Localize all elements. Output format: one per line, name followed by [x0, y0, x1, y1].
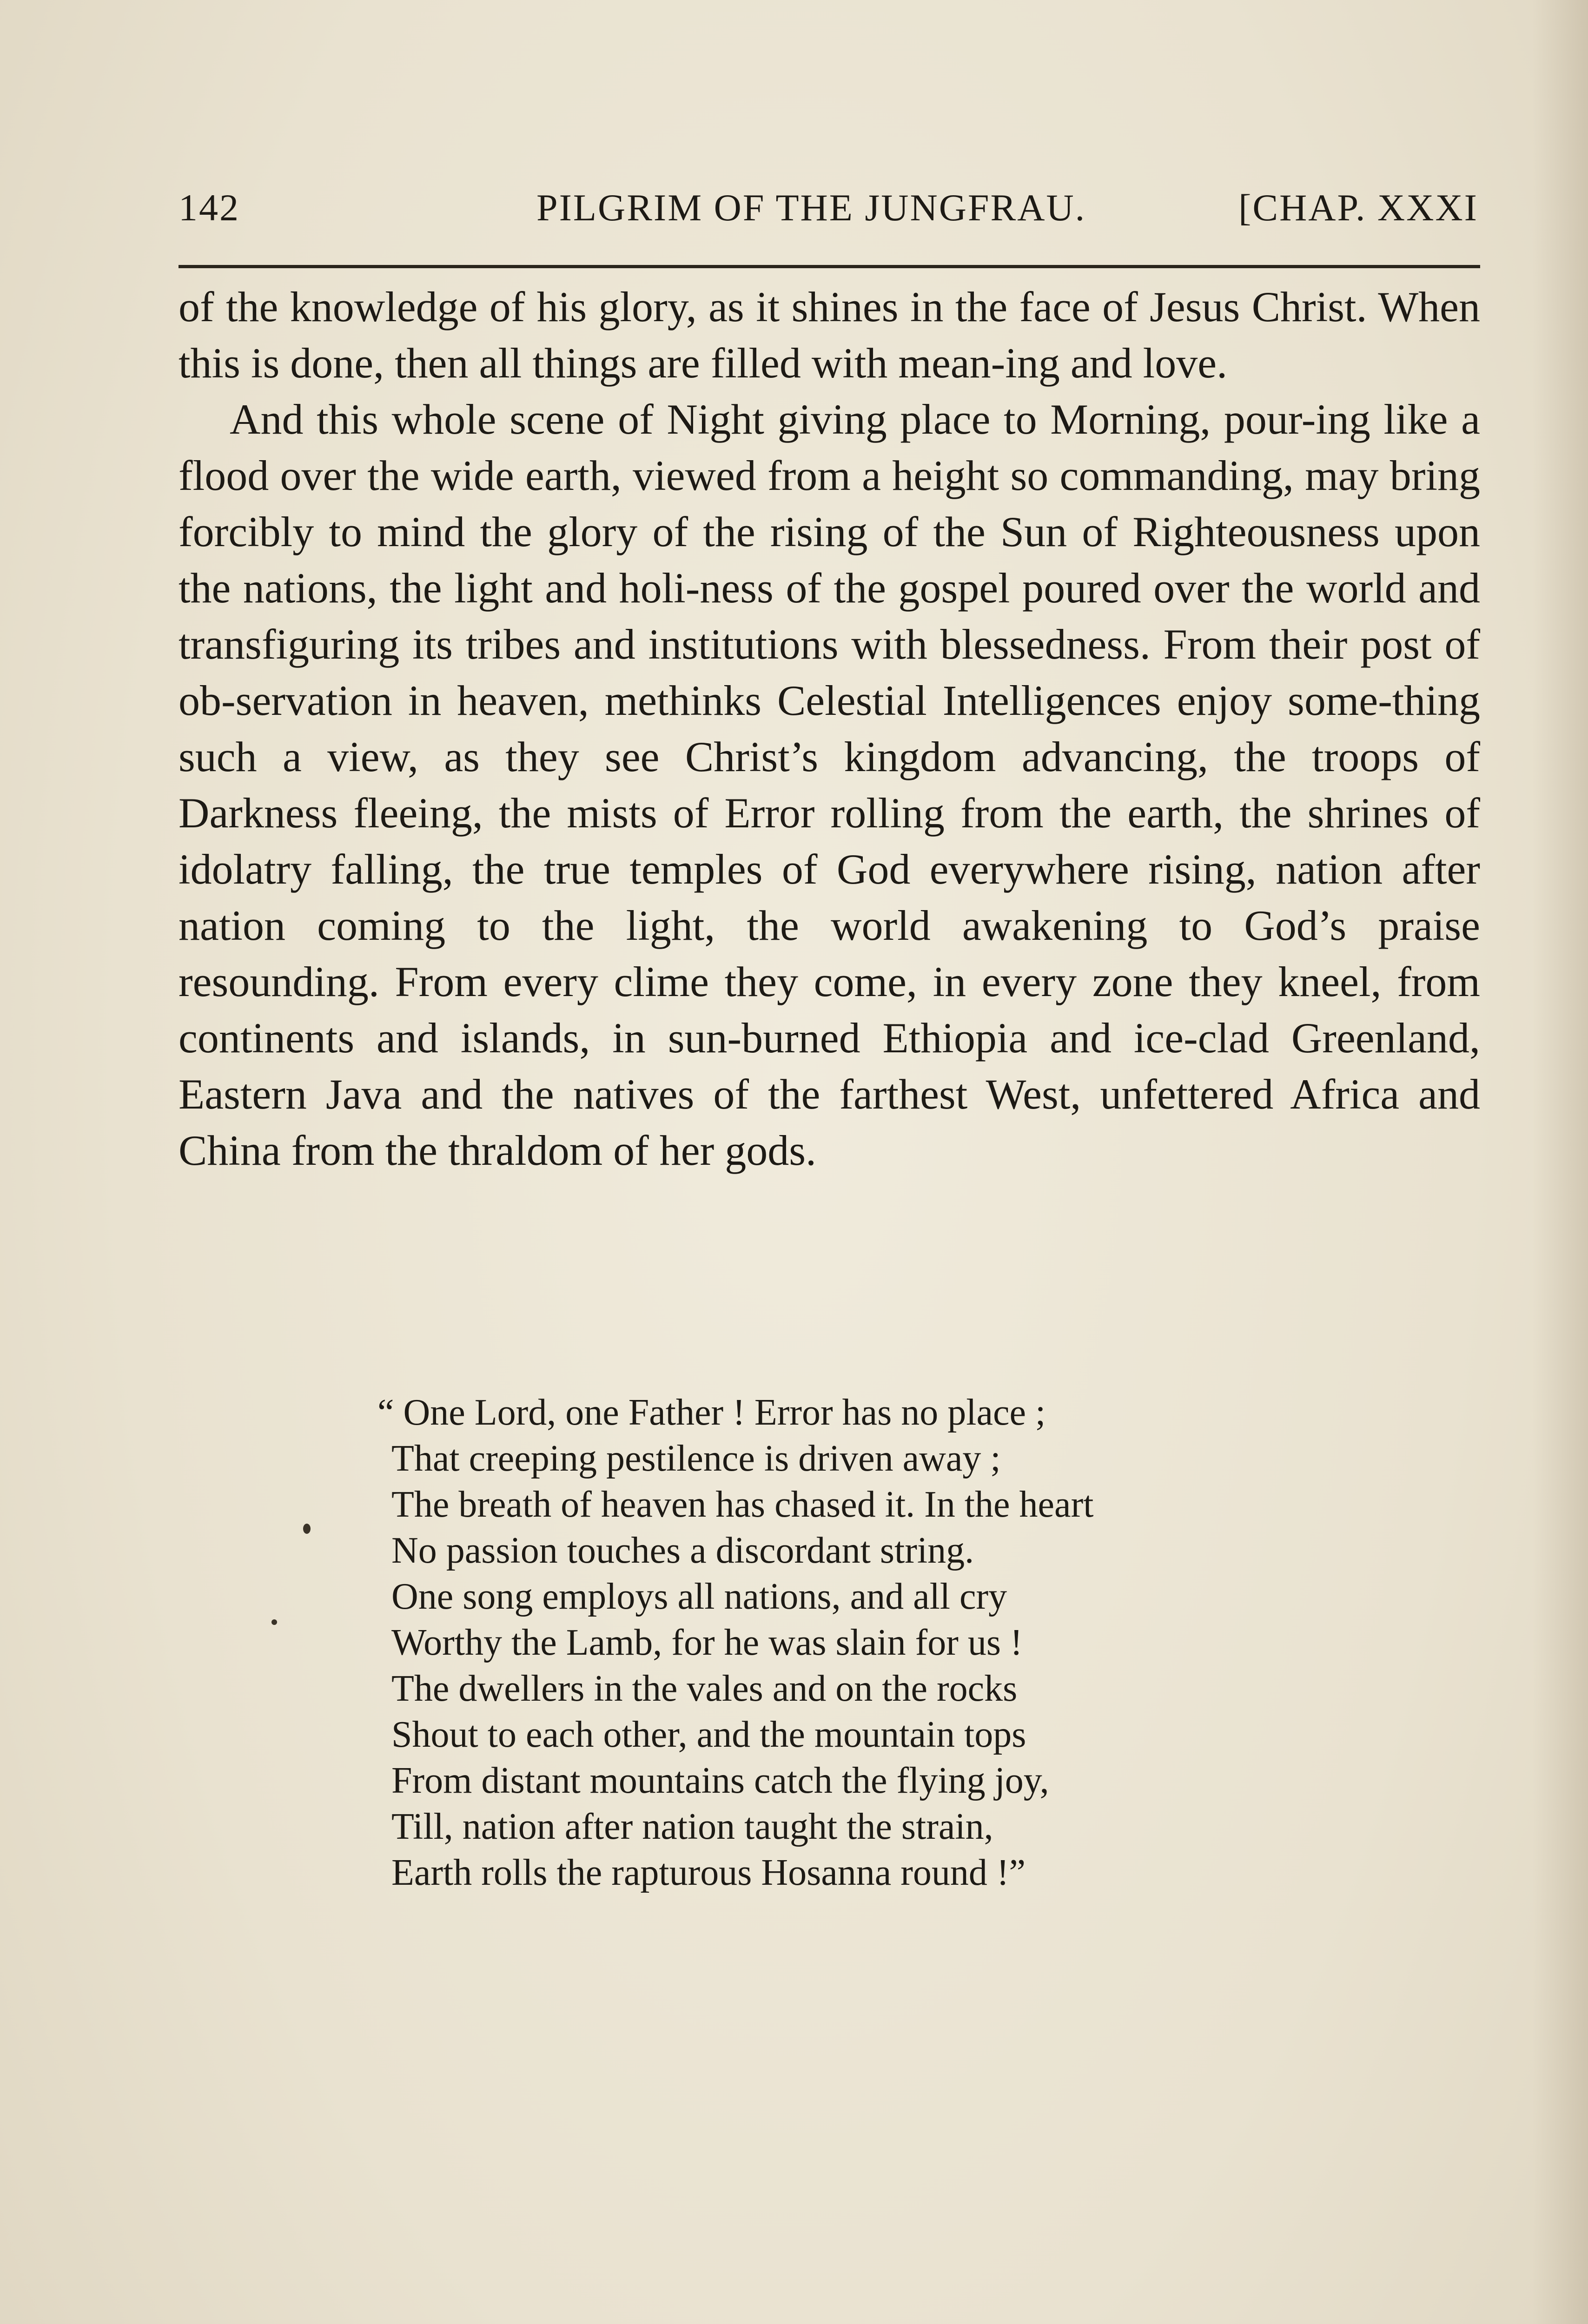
poem-line: Shout to each other, and the mountain tops [391, 1714, 1026, 1755]
running-title: PILGRIM OF THE JUNGFRAU. [536, 186, 1086, 229]
poem-line: Worthy the Lamb, for he was slain for us ! [391, 1622, 1023, 1663]
poem-line: No passion touches a discordant string. [391, 1530, 974, 1571]
poem-line: The breath of heaven has chased it. In the heart [391, 1484, 1094, 1525]
poem-line: From distant mountains catch the flying joy, [391, 1760, 1049, 1801]
paragraph: of the knowledge of his glory, as it shines in the face of Jesus Christ. When this is done, then all things are filled with mean-ing and love. [179, 283, 1480, 387]
poem-line: That creeping pestilence is driven away ; [391, 1438, 1001, 1479]
page-number: 142 [179, 186, 240, 229]
paragraph: And this whole scene of Night giving place to Morning, pour-ing like a flood over the wide earth, viewed from a height so commanding, may bring forcibly to mind the glory of the rising of the Sun of Righteousness upon the nations, the light and holi-ness of the gospel poured over the world and transfiguring its tribes and institutions with blessedness. From their post of ob-servation in heaven, methinks Celestial Intelligences enjoy some-thing such a view, as they see Christ’s kingdom advancing, the troops of Darkness fleeing, the mists of Error rolling from the earth, the shrines of idolatry falling, the true temples of God everywhere rising, nation after nation coming to the light, the world awakening to God’s praise resounding. From every clime they come, in every zone they kneel, from continents and islands, in sun-burned Ethiopia and ice-clad Greenland, Eastern Java and the natives of the farthest West, unfettered Africa and China from the thraldom of her gods. [179, 396, 1480, 1174]
ink-speck [271, 1619, 277, 1625]
page-edge-shadow [1532, 0, 1588, 2324]
body-text [179, 279, 1480, 1179]
poem-quote [377, 1390, 1321, 1896]
chapter-label: [CHAP. XXXI [1238, 186, 1478, 229]
poem-line: Till, nation after nation taught the strain, [391, 1806, 993, 1847]
poem-line: The dwellers in the vales and on the rocks [391, 1668, 1018, 1709]
header-rule [179, 265, 1480, 268]
poem-line: Earth rolls the rapturous Hosanna round !” [391, 1852, 1026, 1893]
ink-speck [303, 1524, 311, 1534]
poem-line: “ One Lord, one Father ! Error has no place ; [377, 1392, 1046, 1433]
poem-line: One song employs all nations, and all cry [391, 1576, 1007, 1617]
running-header [179, 186, 1478, 242]
